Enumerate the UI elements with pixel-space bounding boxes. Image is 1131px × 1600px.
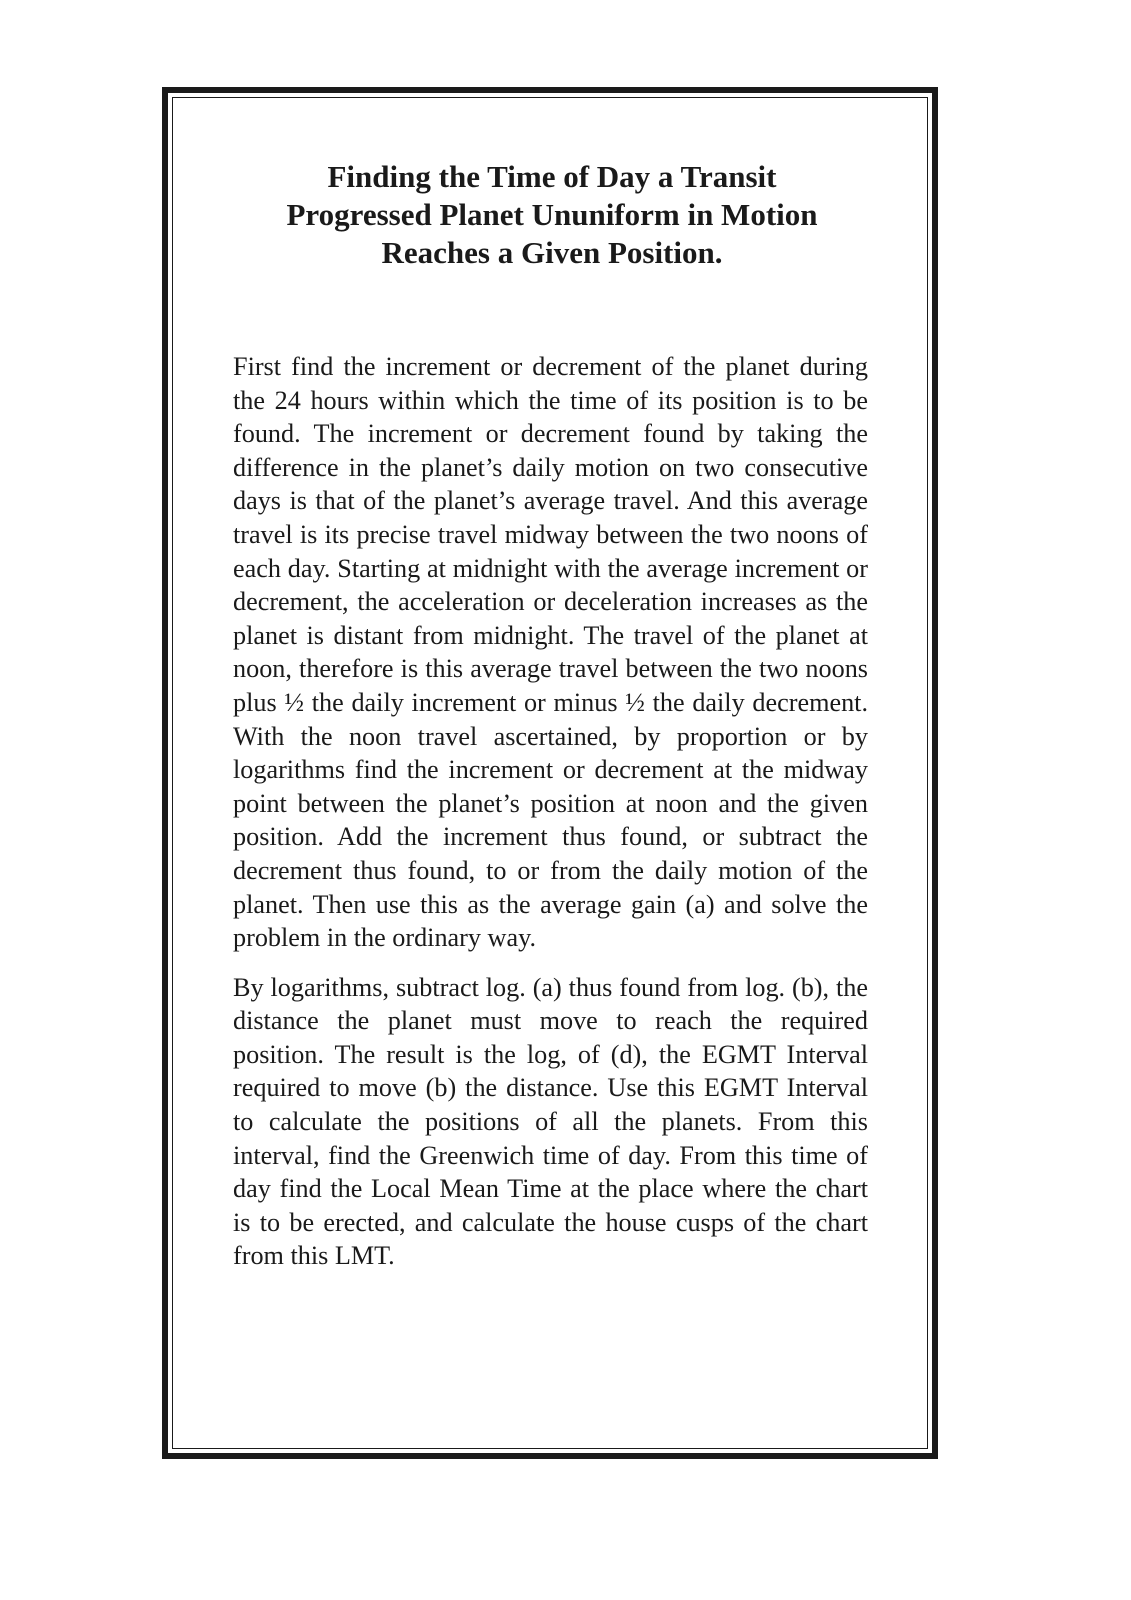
body-text bbox=[233, 350, 868, 1273]
paragraph-2: By logarithms, subtract log. (a) thus found from log. (b), the distance the planet must move to reach the required position. The result is the log, of (d), the EGMT Interval required to move (b) the distance. Use this EGMT Interval to calculate the positions of all the planets. From this interval, find the Greenwich time of day. From this time of day find the Local Mean Time at the place where the chart is to be erected, and calculate the house cusps of the chart from this LMT. bbox=[233, 972, 868, 1271]
title-line-1: Finding the Time of Day a Transit bbox=[327, 159, 777, 194]
page-title bbox=[232, 158, 872, 272]
title-line-3: Reaches a Given Position. bbox=[381, 235, 723, 270]
title-line-2: Progressed Planet Ununiform in Motion bbox=[286, 197, 818, 232]
paragraph-1: First find the increment or decrement of the planet during the 24 hours within which the time of its position is to be found. The increment or decrement found by taking the difference in the planet’s daily motion on two consecutive days is that of the planet’s average travel. And this average travel is its precise travel midway between the two noons of each day. Starting at midnight with the average increment or decrement, the acceleration or deceleration increases as the planet is distant from midnight. The travel of the planet at noon, therefore is this average travel between the two noons plus ½ the daily increment or minus ½ the daily decrement. With the noon travel ascertained, by proportion or by logarithms find the increment or decrement at the midway point between the planet’s position at noon and the given position. Add the increment thus found, or subtract the decrement thus found, to or from the daily motion of the planet. Then use this as the average gain (a) and solve the problem in the ordinary way. bbox=[233, 352, 868, 953]
